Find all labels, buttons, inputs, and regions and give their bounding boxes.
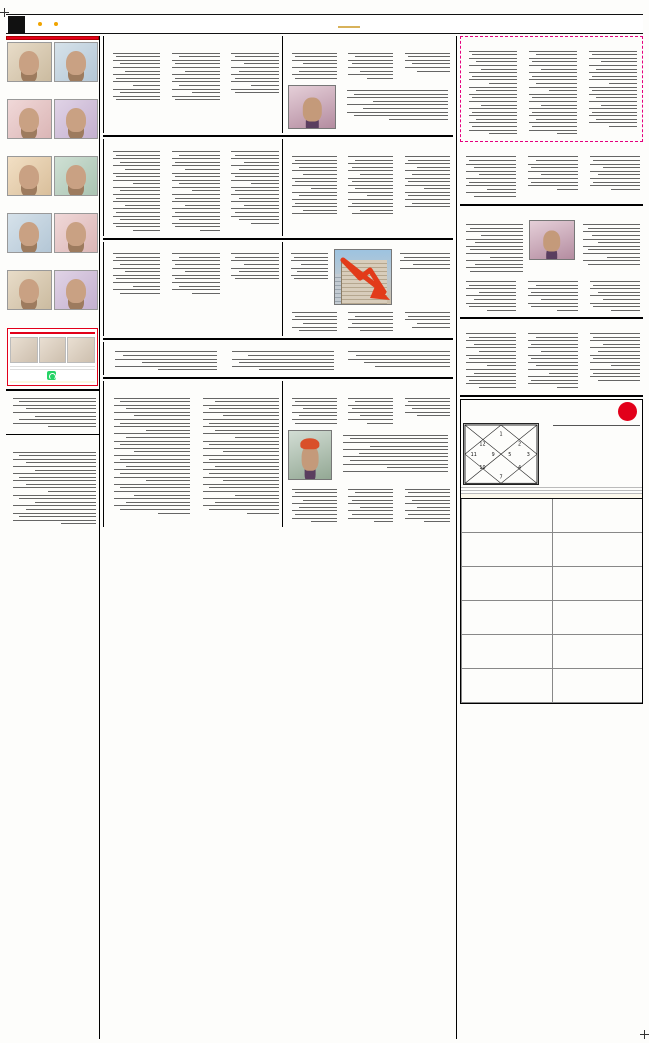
birthday-banner [6,36,99,40]
zodiac-sign-leo[interactable] [461,567,552,601]
svg-text:11: 11 [470,451,477,458]
ad-footer-note [10,381,95,383]
sidebar-advertisement[interactable] [7,328,98,386]
forex-article [103,242,282,336]
ad-email[interactable] [10,366,95,370]
zodiac-text [464,671,550,672]
zodiac-sign-scorpio[interactable] [552,601,643,635]
svg-text:10: 10 [479,464,486,471]
birthday-photo [7,156,52,196]
birthday-photo [54,42,99,82]
birthday-entry [7,270,52,325]
svg-text:1: 1 [499,431,503,438]
birthday-entry [7,42,52,97]
sensex-article [282,242,453,336]
birthday-photo [7,270,52,310]
zodiac-sign-sagittarius[interactable] [461,635,552,669]
svg-text:9: 9 [491,451,495,458]
horoscope-section [460,399,643,704]
birthday-photo [7,42,52,82]
birthday-photo [7,213,52,253]
svg-text:2: 2 [517,440,522,447]
gst-fraud-article [460,145,643,202]
birthday-entry [7,156,52,211]
birthday-entry [54,270,99,325]
horoscope-info [541,421,642,487]
zodiac-text [555,637,641,638]
birthday-entry [54,156,99,211]
left-column [6,36,100,1039]
horoscope-today-badge [618,402,637,421]
ai-presenter-article [460,36,643,142]
middle-column [100,36,457,1039]
birthday-entry [7,99,52,154]
birthday-photo [54,213,99,253]
zodiac-sign-gemini[interactable] [461,533,552,567]
birthday-entry [54,213,99,268]
priyanka-photo [529,220,575,260]
right-column [457,36,643,1039]
separator-dot-icon [38,22,42,26]
zodiac-text [464,501,550,502]
birthday-photo [54,270,99,310]
birthday-photo [54,156,99,196]
sports-article [103,36,282,133]
warring-photo [288,430,332,480]
separator-dot-icon [54,22,58,26]
zodiac-text [464,603,550,604]
zodiac-text [555,671,641,672]
police-article [282,139,453,235]
zodiac-sign-virgo[interactable] [552,567,643,601]
ad-tagline [10,332,95,334]
modi-body [6,447,99,529]
page-number [8,16,25,33]
zodiac-grid [461,498,642,703]
birthday-photo [54,99,99,139]
zodiac-text [464,569,550,570]
zodiac-text [464,637,550,638]
sitharaman-photo [288,85,336,129]
zodiac-sign-pisces[interactable] [552,669,643,703]
left-filler-article [6,393,99,432]
page-content [6,36,643,1039]
downward-arrow-icon [340,256,391,302]
birthday-entry [7,213,52,268]
sensex-photo-caption [334,305,391,307]
ad-photo-strip [10,337,95,363]
horoscope-kundli-chart [463,423,539,485]
svg-text:4: 4 [517,464,522,471]
sitharaman-photo-caption [286,131,453,133]
cabinet-article [460,321,643,392]
land-dispute-article [103,139,282,235]
zodiac-text [555,569,641,570]
priyanka-photo-caption [529,260,575,262]
zodiac-text [555,535,641,536]
zodiac-sign-aries[interactable] [461,499,552,533]
zodiac-sign-capricorn[interactable] [552,635,643,669]
zodiac-sign-aquarius[interactable] [461,669,552,703]
zodiac-sign-cancer[interactable] [552,533,643,567]
zodiac-text [555,501,641,502]
ad-photo [39,337,67,363]
svg-text:5: 5 [508,451,512,458]
horoscope-header [461,400,642,421]
section-title [338,26,360,28]
birthday-entry [54,42,99,97]
zodiac-text [555,603,641,604]
bihar-article [460,208,643,316]
excavation-article [103,381,282,527]
birthday-entry [54,99,99,154]
birthday-photo-grid [6,42,99,325]
sensex-graphic [334,249,391,305]
masthead [6,14,643,34]
zodiac-sign-libra[interactable] [461,601,552,635]
whatsapp-row[interactable] [10,371,95,380]
aircraft-article [282,36,453,133]
birthday-photo [7,99,52,139]
svg-text:3: 3 [526,451,530,458]
litigation-article [103,342,453,375]
ad-photo [10,337,38,363]
svg-text:7: 7 [499,474,503,481]
zodiac-text [464,535,550,536]
zodiac-sign-taurus[interactable] [552,499,643,533]
section-title-wrap [64,17,634,31]
svg-text:12: 12 [479,440,486,447]
ad-photo [67,337,95,363]
punjab-bjp-article [282,381,453,527]
whatsapp-icon [47,371,56,380]
